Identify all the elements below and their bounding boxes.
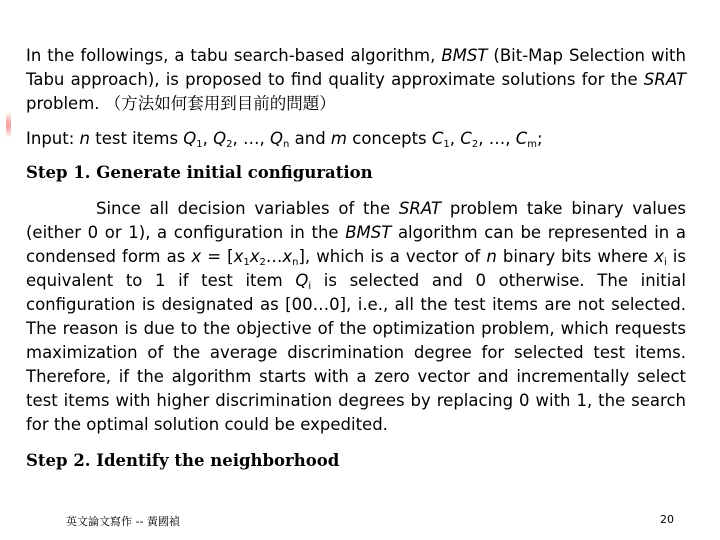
sub-x1: 1 xyxy=(243,257,250,268)
bmst-term: BMST xyxy=(441,46,488,65)
var-c1: C xyxy=(431,129,444,148)
step1-heading: Step 1. Generate initial configuration xyxy=(26,163,373,182)
intro-text: In the followings, a tabu search-based algorithm, xyxy=(26,46,442,65)
srat-term: SRAT xyxy=(643,70,686,89)
var-n-2: n xyxy=(486,247,497,266)
var-x: x xyxy=(191,247,202,266)
input-text-2: and xyxy=(289,129,331,148)
step1-text-3: algorithm can be represented in a condensed form as xyxy=(26,223,686,266)
sub-1: 1 xyxy=(196,139,203,150)
intro-text-2: (Bit-Map Selection with Tabu approach), is proposed to find quality approximate solutions for the xyxy=(26,46,686,89)
ellipsis: , …, xyxy=(232,129,271,148)
sub-xi: i xyxy=(663,257,667,268)
dots: … xyxy=(265,247,283,266)
var-cm: C xyxy=(515,129,528,148)
var-x1: x xyxy=(233,247,244,266)
step1-text-4: = [ xyxy=(201,247,234,266)
var-qn: Q xyxy=(270,129,284,148)
page-number: 20 xyxy=(660,513,674,526)
var-q1: Q xyxy=(183,129,197,148)
bmst-term-2: BMST xyxy=(345,223,392,242)
var-n: n xyxy=(79,129,90,148)
sep-2: , xyxy=(449,129,461,148)
sub-x2: 2 xyxy=(259,257,266,268)
srat-term-2: SRAT xyxy=(398,199,442,218)
sub-qi: i xyxy=(308,281,312,292)
sep: , xyxy=(202,129,214,148)
var-qi: Q xyxy=(295,271,309,290)
footer-author: 英文論文寫作 -- 黃國禎 xyxy=(66,515,180,528)
step1-text-6: binary bits where xyxy=(496,247,655,266)
step2-heading: Step 2. Identify the neighborhood xyxy=(26,451,340,470)
intro-paragraph xyxy=(26,44,686,116)
input-line xyxy=(26,127,686,151)
var-xi: x xyxy=(654,247,664,266)
input-label: Input: xyxy=(26,129,80,148)
step1-paragraph xyxy=(26,197,686,437)
input-end: ; xyxy=(536,129,543,148)
var-x2: x xyxy=(249,247,260,266)
input-text: test items xyxy=(90,129,184,148)
step1-text-5: ], which is a vector of xyxy=(298,247,487,266)
sub-n: n xyxy=(283,139,290,150)
accent-bar xyxy=(6,112,11,138)
cjk-note: （方法如何套用到目前的問題） xyxy=(104,94,336,113)
sub-c2: 2 xyxy=(471,139,479,150)
var-q2: Q xyxy=(213,129,227,148)
step1-text-8: is selected and 0 otherwise. The initial configuration is designated as [00…0], i.e., all the test items are not selected. The reason is due to the objective of the optimization problem, which requests maximization of the average discrimination degree for selected test items. Therefore, if the algorithm starts with a zero vector and incrementally select test items with higher discrimination degrees by replacing 0 with 1, the search for the optimal solution could be expedited. xyxy=(26,271,686,434)
step1-text-7: is equivalent to 1 if test item xyxy=(26,247,686,290)
slide-content xyxy=(26,44,686,473)
var-c2: C xyxy=(460,129,472,148)
sub-cm: m xyxy=(527,139,537,150)
intro-text-3: problem. xyxy=(26,94,105,113)
step1-text-2: problem take binary values (either 0 or 1), a configuration in the xyxy=(26,199,686,242)
input-text-3: concepts xyxy=(347,129,432,148)
sub-xn: n xyxy=(292,257,299,268)
ellipsis-2: , …, xyxy=(478,129,516,148)
sub-c1: 1 xyxy=(443,139,450,150)
var-m: m xyxy=(330,129,347,148)
step1-text-1: Since all decision variables of the xyxy=(96,199,399,218)
sub-2: 2 xyxy=(226,139,233,150)
var-xn: x xyxy=(282,247,293,266)
